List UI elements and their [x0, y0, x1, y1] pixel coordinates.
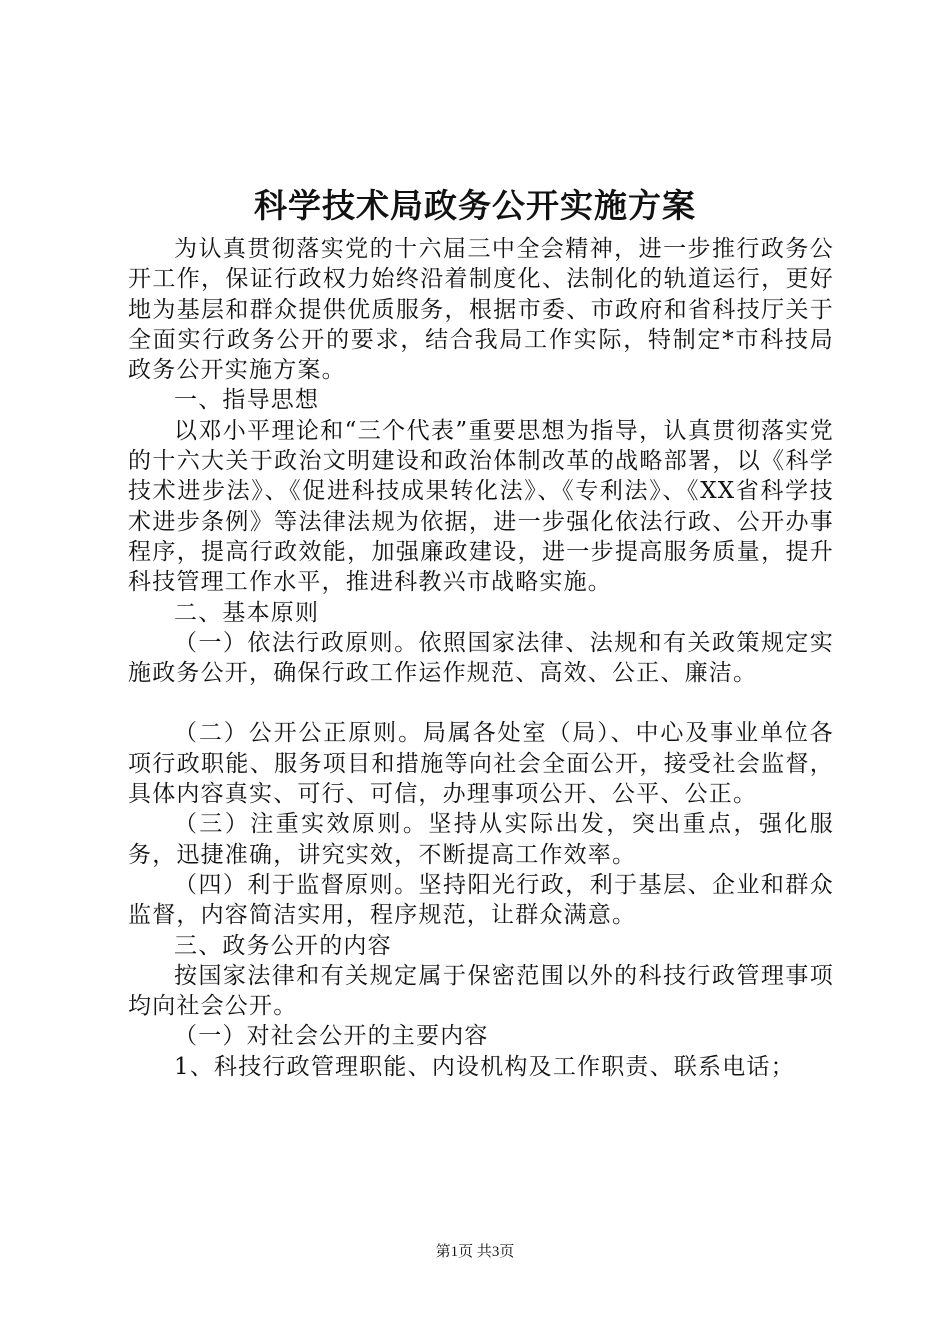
paragraph-principle-4: （四）利于监督原则。坚持阳光行政，利于基层、企业和群众监督，内容简洁实用，程序规范，让群众满意。 — [128, 871, 834, 929]
paragraph-disclosure-scope: 按国家法律和有关规定属于保密范围以外的科技行政管理事项均向社会公开。 — [128, 962, 834, 1020]
paragraph-principle-2: （二）公开公正原则。局属各处室（局）、中心及事业单位各项行政职能、服务项目和措施等向社会全面公开，接受社会监督，具体内容真实、可行、可信，办理事项公开、公平、公正。 — [128, 720, 834, 808]
document-body — [128, 234, 834, 1082]
heading-guiding-ideology: 一、指导思想 — [174, 387, 320, 414]
heading-disclosure-content: 三、政务公开的内容 — [174, 932, 392, 959]
paragraph-principle-3: （三）注重实效原则。坚持从实际出发，突出重点，强化服务，迅捷准确，讲究实效，不断提高工作效率。 — [128, 811, 834, 868]
document-title: 科学技术局政务公开实施方案 — [254, 186, 696, 225]
list-item-1: 1、科技行政管理职能、内设机构及工作职责、联系电话； — [174, 1053, 795, 1080]
paragraph-guiding-ideology: 以邓小平理论和“三个代表”重要思想为指导，认真贯彻落实党的十六大关于政治文明建设和政治体制改革的战略部署，以《科学技术进步法》、《促进科技成果转化法》、《专利法》、《XX省科学技术进步条例》等法律法规为依据，进一步强化依法行政、公开办事程序，提高行政效能，加强廉政建设，进一步提高服务质量，提升科技管理工作水平，推进科教兴市战略实施。 — [128, 417, 834, 596]
page-footer: 第1页 共3页 — [435, 1244, 515, 1260]
subheading-public-content: （一）对社会公开的主要内容 — [174, 1023, 489, 1050]
paragraph-principle-1: （一）依法行政原则。依照国家法律、法规和有关政策规定实施政务公开，确保行政工作运作规范、高效、公正、廉洁。 — [128, 629, 834, 687]
paragraph-intro: 为认真贯彻落实党的十六届三中全会精神，进一步推行政务公开工作，保证行政权力始终沿着制度化、法制化的轨道运行，更好地为基层和群众提供优质服务，根据市委、市政府和省科技厅关于全面实行政务公开的要求，结合我局工作实际，特制定*市科技局政务公开实施方案。 — [128, 236, 834, 384]
heading-basic-principles: 二、基本原则 — [174, 599, 320, 626]
